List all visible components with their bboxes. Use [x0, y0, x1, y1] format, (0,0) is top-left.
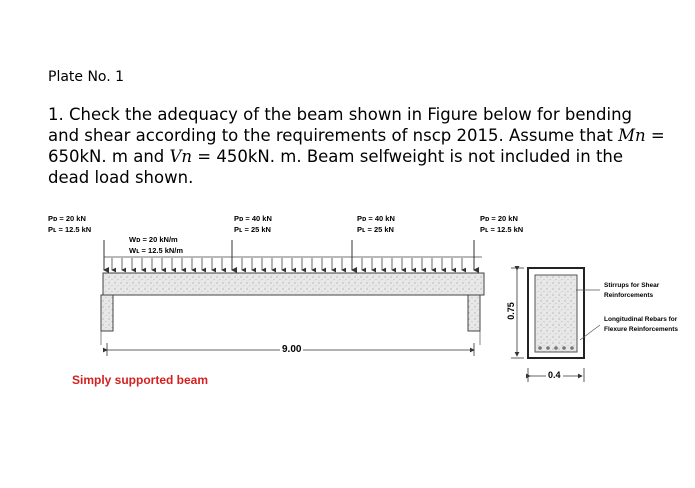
p2-dead-label: Pᴅ = 40 kN [234, 214, 272, 223]
plate-title: Plate No. 1 [48, 69, 125, 85]
rebars-label-1: Longitudinal Rebars for [604, 316, 678, 323]
and-text: and [127, 147, 170, 166]
p4-dead-label: Pᴅ = 20 kN [480, 214, 518, 223]
vn-value: = 450kN. m [192, 147, 297, 166]
w-dead-label: Wᴅ = 20 kN/m [129, 235, 178, 244]
left-column [101, 295, 113, 331]
rebars-label-2: Flexure Reinforcements [604, 326, 679, 333]
problem-text-1: 1. Check the adequacy of the beam shown in Figure below for bending and shear according to the requirements of nscp 2015. Assume that [48, 105, 633, 145]
vn-symbol: Vn [169, 147, 193, 166]
p2-live-label: Pʟ = 25 kN [234, 225, 271, 234]
stirrups-label-2: Reinforcements [604, 292, 654, 299]
mn-value: = 650kN. m [48, 126, 665, 166]
mn-symbol: Mn [618, 126, 646, 145]
beam [103, 273, 484, 295]
p3-dead-label: Pᴅ = 40 kN [357, 214, 395, 223]
distributed-load-arrows [112, 258, 462, 270]
p1-dead-label: Pᴅ = 20 kN [48, 214, 86, 223]
p1-live-label: Pʟ = 12.5 kN [48, 225, 92, 234]
problem-text-2: . Beam selfweight is not included in the dead load shown. [48, 147, 624, 187]
section-stirrup [535, 275, 577, 352]
w-live-label: Wʟ = 12.5 kN/m [129, 246, 184, 255]
p4-live-label: Pʟ = 12.5 kN [480, 225, 524, 234]
span-label: 9.00 [282, 344, 302, 355]
figure-caption: Simply supported beam [72, 373, 209, 387]
section-width-label: 0.4 [548, 370, 561, 380]
p3-live-label: Pʟ = 25 kN [357, 225, 394, 234]
stirrups-label-1: Stirrups for Shear [604, 282, 660, 289]
right-column [468, 295, 480, 331]
section-height-label: 0.75 [505, 302, 516, 320]
